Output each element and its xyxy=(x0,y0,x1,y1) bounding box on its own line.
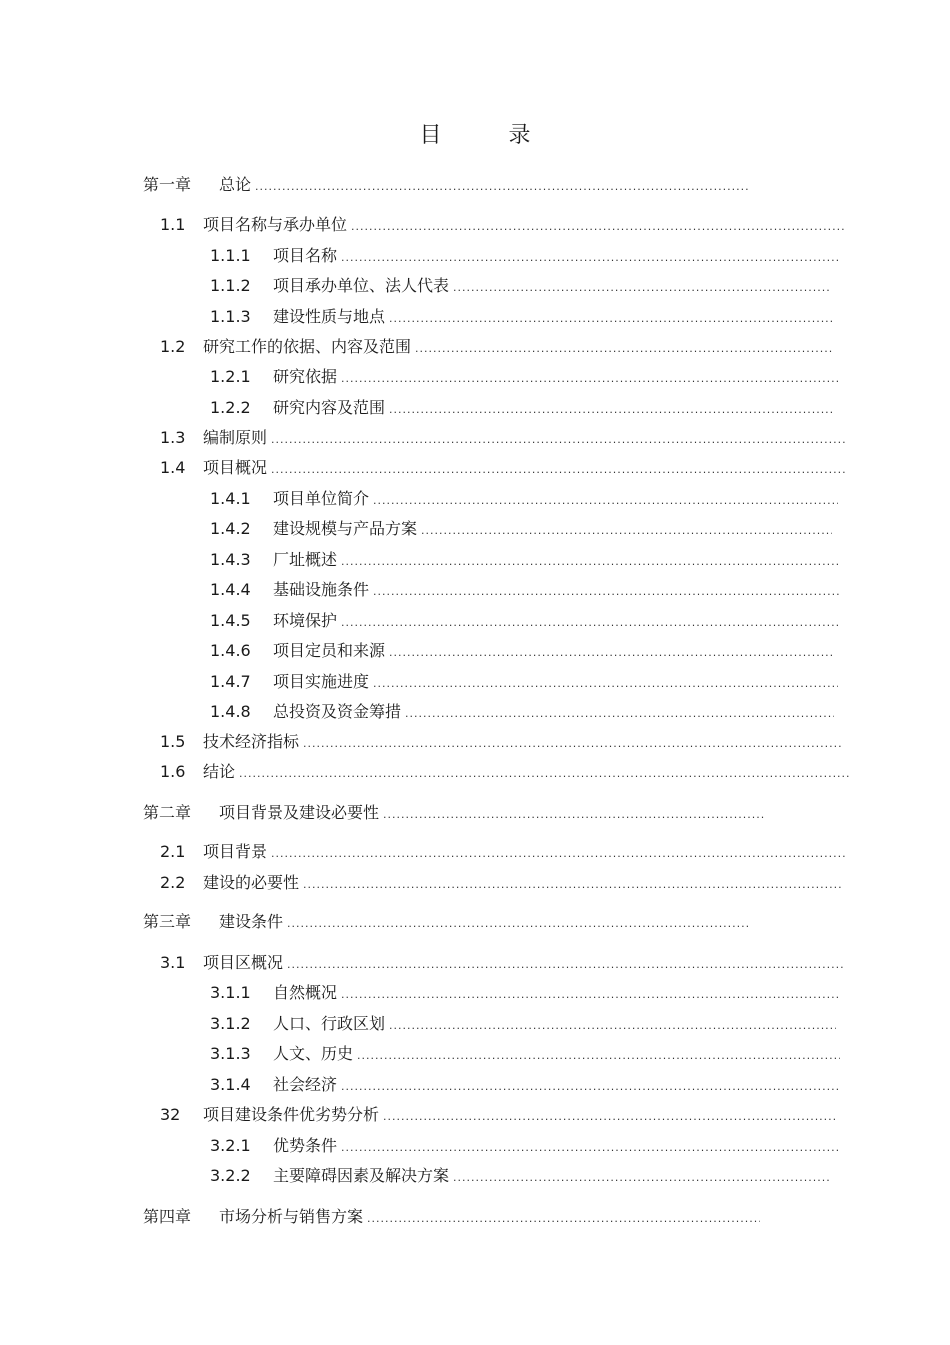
toc-entry[interactable] xyxy=(160,731,843,753)
toc-entry-number: 3.1.1 xyxy=(210,983,251,1002)
toc-entry-number: 32 xyxy=(160,1105,181,1124)
toc-entry[interactable] xyxy=(210,610,840,632)
dot-leader xyxy=(405,703,834,725)
toc-entry[interactable] xyxy=(210,306,835,328)
toc-entry-label: 主要障碍因素及解决方案 xyxy=(273,1166,450,1185)
toc-entry-number: 3.1.2 xyxy=(210,1014,251,1033)
dot-leader xyxy=(389,308,835,330)
dot-leader xyxy=(373,490,838,512)
toc-entry-number: 1.6 xyxy=(160,762,186,781)
toc-entry[interactable] xyxy=(160,457,845,479)
toc-entry-label: 基础设施条件 xyxy=(273,580,370,599)
toc-entry-number: 2.2 xyxy=(160,873,186,892)
dot-leader xyxy=(351,216,845,238)
toc-entry-label: 编制原则 xyxy=(203,428,268,447)
dot-leader xyxy=(389,642,835,664)
toc-entry-label: 人口、行政区划 xyxy=(273,1014,386,1033)
toc-entry-label: 研究依据 xyxy=(273,367,338,386)
dot-leader xyxy=(367,1208,760,1230)
toc-entry-number: 第二章 xyxy=(143,803,192,822)
toc-entry-number: 3.2.2 xyxy=(210,1166,251,1185)
toc-entry[interactable] xyxy=(210,518,832,540)
toc-entry[interactable] xyxy=(160,427,845,449)
toc-entry-number: 1.2 xyxy=(160,337,186,356)
toc-entry-label: 环境保护 xyxy=(273,611,338,630)
dot-leader xyxy=(341,984,840,1006)
toc-entry-number: 1.4.3 xyxy=(210,550,251,569)
toc-entry-number: 1.4.1 xyxy=(210,489,251,508)
dot-leader xyxy=(255,176,748,198)
toc-entry-label: 建设的必要性 xyxy=(203,873,300,892)
toc-entry-label: 技术经济指标 xyxy=(203,732,300,751)
toc-entry[interactable] xyxy=(210,1013,836,1035)
dot-leader xyxy=(415,338,833,360)
toc-entry-label: 项目背景 xyxy=(203,842,268,861)
toc-entry[interactable] xyxy=(210,549,840,571)
toc-entry-number: 第一章 xyxy=(143,175,192,194)
dot-leader xyxy=(341,247,840,269)
dot-leader xyxy=(453,277,831,299)
toc-entry-label: 项目概况 xyxy=(203,458,268,477)
toc-entry[interactable] xyxy=(160,1104,835,1126)
toc-entry-number: 1.4.7 xyxy=(210,672,251,691)
toc-entry-number: 3.1.3 xyxy=(210,1044,251,1063)
toc-entry[interactable] xyxy=(160,872,843,894)
dot-leader xyxy=(453,1167,831,1189)
toc-entry[interactable] xyxy=(210,397,835,419)
toc-entry-label: 建设性质与地点 xyxy=(273,307,386,326)
toc-entry-number: 1.1.2 xyxy=(210,276,251,295)
toc-entry-number: 1.2.2 xyxy=(210,398,251,417)
dot-leader xyxy=(341,551,840,573)
toc-entry-label: 人文、历史 xyxy=(273,1044,354,1063)
toc-entry-label: 结论 xyxy=(203,762,236,781)
toc-entry-number: 1.1 xyxy=(160,215,186,234)
toc-entry[interactable] xyxy=(160,336,833,358)
toc-entry[interactable] xyxy=(210,579,840,601)
toc-entry-number: 2.1 xyxy=(160,842,186,861)
dot-leader xyxy=(383,804,764,826)
toc-entry-label: 总投资及资金筹措 xyxy=(273,702,402,721)
toc-entry-number: 第三章 xyxy=(143,912,192,931)
toc-entry-label: 项目建设条件优劣势分析 xyxy=(203,1105,380,1124)
toc-entry[interactable] xyxy=(210,671,838,693)
toc-entry-label: 研究工作的依据、内容及范围 xyxy=(203,337,412,356)
dot-leader xyxy=(303,874,843,896)
toc-entry-number: 1.1.1 xyxy=(210,246,251,265)
toc-entry[interactable] xyxy=(210,488,838,510)
toc-entry[interactable] xyxy=(210,275,831,297)
toc-entry-label: 厂址概述 xyxy=(273,550,338,569)
dot-leader xyxy=(287,913,750,935)
toc-entry[interactable] xyxy=(210,701,834,723)
toc-entry-label: 项目单位简介 xyxy=(273,489,370,508)
toc-entry[interactable] xyxy=(210,1074,840,1096)
dot-leader xyxy=(239,763,849,785)
toc-entry-label: 项目名称与承办单位 xyxy=(203,215,348,234)
dot-leader xyxy=(303,733,843,755)
toc-entry-label: 建设规模与产品方案 xyxy=(273,519,418,538)
toc-entry-label: 项目实施进度 xyxy=(273,672,370,691)
toc-chapter-entry[interactable] xyxy=(143,174,748,196)
dot-leader xyxy=(271,843,845,865)
dot-leader xyxy=(287,954,845,976)
dot-leader xyxy=(357,1045,840,1067)
toc-entry[interactable] xyxy=(210,1043,840,1065)
toc-entry[interactable] xyxy=(210,366,840,388)
toc-entry-label: 优势条件 xyxy=(273,1136,338,1155)
dot-leader xyxy=(341,368,840,390)
dot-leader xyxy=(389,1015,836,1037)
toc-entry-label: 项目名称 xyxy=(273,246,338,265)
toc-entry-number: 1.1.3 xyxy=(210,307,251,326)
toc-entry-number: 1.4 xyxy=(160,458,186,477)
page-title: 目 录 xyxy=(419,123,561,148)
dot-leader xyxy=(271,459,845,481)
toc-entry-label: 项目定员和来源 xyxy=(273,641,386,660)
dot-leader xyxy=(373,673,838,695)
toc-entry-number: 3.2.1 xyxy=(210,1136,251,1155)
toc-entry[interactable] xyxy=(160,952,845,974)
toc-entry-label: 项目背景及建设必要性 xyxy=(219,803,380,822)
toc-entry-number: 3.1 xyxy=(160,953,186,972)
toc-entry-number: 1.4.5 xyxy=(210,611,251,630)
toc-entry-number: 1.5 xyxy=(160,732,186,751)
toc-entry-number: 1.3 xyxy=(160,428,186,447)
toc-entry[interactable] xyxy=(210,1135,840,1157)
dot-leader xyxy=(373,581,840,603)
toc-entry-label: 总论 xyxy=(219,175,252,194)
dot-leader xyxy=(271,429,845,451)
toc-entry-number: 1.4.6 xyxy=(210,641,251,660)
toc-entry-number: 1.4.4 xyxy=(210,580,251,599)
toc-chapter-entry[interactable] xyxy=(143,1206,760,1228)
toc-entry-number: 1.4.2 xyxy=(210,519,251,538)
dot-leader xyxy=(383,1106,835,1128)
toc-entry[interactable] xyxy=(160,761,849,783)
toc-entry[interactable] xyxy=(160,214,845,236)
toc-entry-label: 研究内容及范围 xyxy=(273,398,386,417)
toc-entry-label: 社会经济 xyxy=(273,1075,338,1094)
toc-entry-number: 1.4.8 xyxy=(210,702,251,721)
toc-chapter-entry[interactable] xyxy=(143,911,750,933)
toc-entry[interactable] xyxy=(210,245,840,267)
toc-entry-number: 第四章 xyxy=(143,1207,192,1226)
dot-leader xyxy=(341,612,840,634)
toc-entry-label: 自然概况 xyxy=(273,983,338,1002)
dot-leader xyxy=(421,520,832,542)
toc-entry[interactable] xyxy=(210,982,840,1004)
toc-entry-number: 3.1.4 xyxy=(210,1075,251,1094)
dot-leader xyxy=(389,399,835,421)
toc-entry-label: 建设条件 xyxy=(219,912,284,931)
toc-entry[interactable] xyxy=(210,1165,831,1187)
toc-entry-label: 市场分析与销售方案 xyxy=(219,1207,364,1226)
toc-entry[interactable] xyxy=(160,841,845,863)
dot-leader xyxy=(341,1076,840,1098)
toc-entry-number: 1.2.1 xyxy=(210,367,251,386)
toc-entry-label: 项目承办单位、法人代表 xyxy=(273,276,450,295)
toc-entry[interactable] xyxy=(210,640,835,662)
toc-entry-label: 项目区概况 xyxy=(203,953,284,972)
dot-leader xyxy=(341,1137,840,1159)
toc-chapter-entry[interactable] xyxy=(143,802,764,824)
